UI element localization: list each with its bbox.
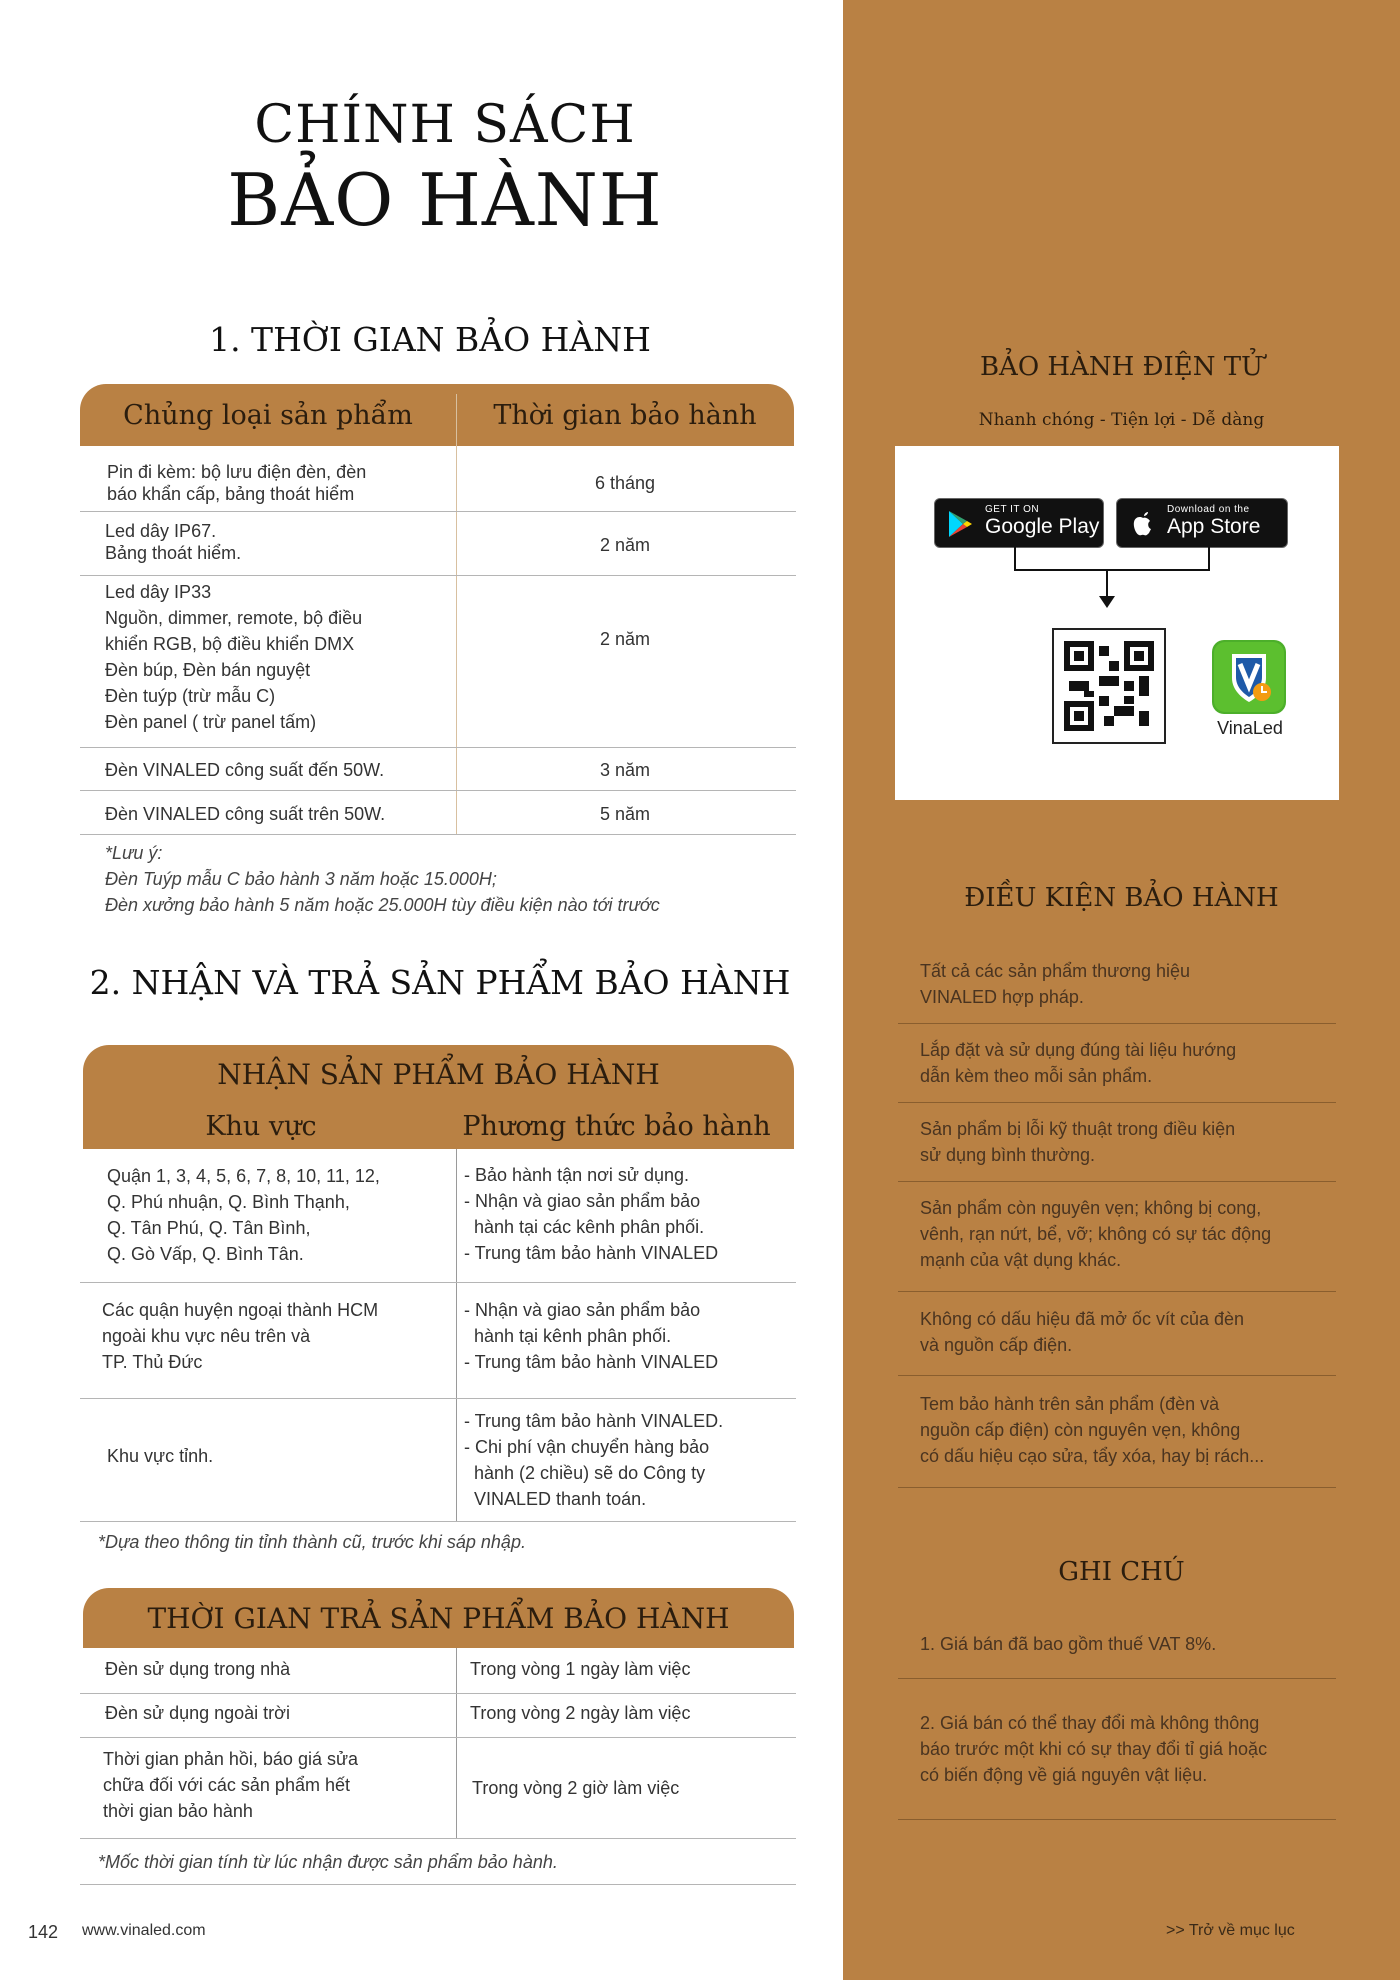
table1-row2-period: 2 năm bbox=[599, 535, 651, 555]
condition-divider bbox=[898, 1487, 1336, 1488]
table3-row-divider bbox=[80, 1838, 796, 1839]
table1-row5-period: 5 năm bbox=[599, 804, 651, 824]
condition-divider bbox=[898, 1181, 1336, 1182]
ewarranty-subtitle: Nhanh chóng - Tiện lợi - Dễ dàng bbox=[978, 410, 1265, 430]
table1-row5-product: Đèn VINALED công suất trên 50W. bbox=[105, 804, 386, 824]
return-table-header bbox=[83, 1588, 794, 1648]
back-to-toc-link[interactable]: >> Trở về mục lục bbox=[1166, 1922, 1295, 1939]
condition-item-6: Tem bảo hành trên sản phẩm (đèn và nguồn cấp điện) còn nguyên vẹn, không có dấu hiệu cạo sửa, tẩy xóa, hay bị rách... bbox=[920, 1394, 1265, 1466]
receive-table-title: NHẬN SẢN PHẨM BẢO HÀNH bbox=[217, 1057, 660, 1091]
table3-row1-time: Trong vòng 1 ngày làm việc bbox=[470, 1659, 691, 1679]
condition-divider bbox=[898, 1291, 1336, 1292]
page-number: 142 bbox=[28, 1922, 59, 1942]
google-play-label: Google Play bbox=[985, 515, 1100, 538]
app-store-label: App Store bbox=[1167, 515, 1261, 538]
header-method: Phương thức bảo hành bbox=[462, 1110, 771, 1142]
table1-row1-period: 6 tháng bbox=[594, 473, 656, 493]
table1-note: *Lưu ý: Đèn Tuýp mẫu C bảo hành 3 năm hoặc 15.000H; Đèn xưởng bảo hành 5 năm hoặc 25.000H tùy điều kiện nào tới trước bbox=[105, 843, 660, 915]
table1-row-divider bbox=[80, 511, 796, 512]
receive-table-header bbox=[83, 1045, 794, 1149]
warranty-period-table-header bbox=[80, 384, 794, 446]
note-divider bbox=[898, 1819, 1336, 1820]
google-play-small: GET IT ON bbox=[985, 504, 1040, 515]
notes-title: GHI CHÚ bbox=[1058, 1557, 1185, 1587]
table3-row3-item: Thời gian phản hồi, báo giá sửa chữa đối với các sản phẩm hết thời gian bảo hành bbox=[103, 1749, 359, 1821]
table1-row-divider bbox=[80, 575, 796, 576]
condition-item-3: Sản phẩm bị lỗi kỹ thuật trong điều kiện sử dụng bình thường. bbox=[920, 1119, 1236, 1165]
website-link[interactable]: www.vinaled.com bbox=[82, 1922, 206, 1939]
page-title-line2: BẢO HÀNH bbox=[227, 158, 663, 242]
qr-code[interactable] bbox=[1052, 628, 1166, 744]
note-item-2: 2. Giá bán có thể thay đổi mà không thông báo trước một khi có sự thay đổi tỉ giá hoặc có biến động về giá nguyên vật liệu. bbox=[920, 1713, 1268, 1785]
table3-note: *Mốc thời gian tính từ lúc nhận được sản phẩm bảo hành. bbox=[98, 1852, 558, 1872]
table3-row1-item: Đèn sử dụng trong nhà bbox=[105, 1659, 291, 1679]
table2-note: *Dựa theo thông tin tỉnh thành cũ, trước khi sáp nhập. bbox=[98, 1532, 526, 1552]
note-item-1: 1. Giá bán đã bao gồm thuế VAT 8%. bbox=[920, 1634, 1217, 1654]
table1-row-divider bbox=[80, 834, 796, 835]
apple-icon bbox=[1129, 507, 1157, 539]
header-product-type: Chủng loại sản phẩm bbox=[123, 399, 413, 431]
table2-row-divider bbox=[80, 1398, 796, 1399]
google-play-button[interactable] bbox=[934, 498, 1104, 548]
vinaled-shield-icon bbox=[1212, 640, 1286, 714]
header-area: Khu vực bbox=[205, 1110, 317, 1142]
app-store-small: Download on the bbox=[1167, 504, 1250, 515]
vinaled-app-icon[interactable] bbox=[1212, 640, 1286, 714]
table2-divider bbox=[456, 1149, 457, 1521]
ewarranty-title: BẢO HÀNH ĐIỆN TỬ bbox=[979, 352, 1264, 382]
table3-row-divider bbox=[80, 1884, 796, 1885]
conditions-title: ĐIỀU KIỆN BẢO HÀNH bbox=[964, 883, 1279, 913]
table2-row3-area: Khu vực tỉnh. bbox=[107, 1446, 214, 1466]
condition-divider bbox=[898, 1023, 1336, 1024]
table2-row2-area: Các quận huyện ngoại thành HCM ngoài khu vực nêu trên và TP. Thủ Đức bbox=[102, 1300, 379, 1372]
condition-divider bbox=[898, 1375, 1336, 1376]
page-title-line1: CHÍNH SÁCH bbox=[254, 95, 636, 155]
condition-item-4: Sản phẩm còn nguyên vẹn; không bị cong, vênh, rạn nứt, bể, vỡ; không có sự tác động mạnh của vật dụng khác. bbox=[920, 1198, 1272, 1270]
condition-item-1: Tất cả các sản phẩm thương hiệu VINALED hợp pháp. bbox=[920, 961, 1190, 1007]
condition-item-2: Lắp đặt và sử dụng đúng tài liệu hướng dẫn kèm theo mỗi sản phẩm. bbox=[920, 1040, 1237, 1086]
table1-row2-product: Led dây IP67. Bảng thoát hiểm. bbox=[105, 521, 242, 563]
table3-divider bbox=[456, 1648, 457, 1838]
header-warranty-period: Thời gian bảo hành bbox=[493, 399, 757, 431]
table2-row-divider bbox=[80, 1282, 796, 1283]
table3-row-divider bbox=[80, 1737, 796, 1738]
app-name: VinaLed bbox=[1217, 718, 1283, 738]
app-store-button[interactable] bbox=[1116, 498, 1288, 548]
table1-row3-product: Led dây IP33 Nguồn, dimmer, remote, bộ điều khiển RGB, bộ điều khiển DMX Đèn búp, Đèn bán nguyệt Đèn tuýp (trừ mẫu C) Đèn panel ( trừ panel tấm) bbox=[105, 582, 363, 732]
table1-row1-product: Pin đi kèm: bộ lưu điện đèn, đèn báo khẩn cấp, bảng thoát hiểm bbox=[107, 462, 367, 504]
table1-row4-period: 3 năm bbox=[599, 760, 651, 780]
table3-row2-time: Trong vòng 2 ngày làm việc bbox=[470, 1703, 691, 1723]
condition-item-5: Không có dấu hiệu đã mở ốc vít của đèn và nguồn cấp điện. bbox=[920, 1309, 1245, 1355]
table2-row1-method: - Bảo hành tận nơi sử dụng. - Nhận và giao sản phẩm bảo hành tại các kênh phân phối. - Trung tâm bảo hành VINALED bbox=[464, 1165, 719, 1263]
table2-row2-method: - Nhận và giao sản phẩm bảo hành tại kênh phân phối. - Trung tâm bảo hành VINALED bbox=[464, 1300, 719, 1372]
section1-title: 1. THỜI GIAN BẢO HÀNH bbox=[209, 320, 651, 359]
section2-title: 2. NHẬN VÀ TRẢ SẢN PHẨM BẢO HÀNH bbox=[89, 963, 791, 1002]
table2-row3-method: - Trung tâm bảo hành VINALED. - Chi phí vận chuyển hàng bảo hành (2 chiều) sẽ do Công ty VINALED thanh toán. bbox=[464, 1411, 724, 1509]
condition-divider bbox=[898, 1102, 1336, 1103]
table1-row-divider bbox=[80, 790, 796, 791]
table3-row-divider bbox=[80, 1693, 796, 1694]
table3-row3-time: Trong vòng 2 giờ làm việc bbox=[472, 1778, 680, 1798]
qr-code-icon bbox=[1064, 641, 1154, 731]
table2-row-divider bbox=[80, 1521, 796, 1522]
table2-row1-area: Quận 1, 3, 4, 5, 6, 7, 8, 10, 11, 12, Q. Phú nhuận, Q. Bình Thạnh, Q. Tân Phú, Q. Tân Bình, Q. Gò Vấp, Q. Bình Tân. bbox=[107, 1166, 380, 1264]
table3-row2-item: Đèn sử dụng ngoài trời bbox=[105, 1703, 290, 1723]
google-play-icon bbox=[945, 509, 975, 539]
table1-row4-product: Đèn VINALED công suất đến 50W. bbox=[105, 760, 385, 780]
return-table-title: THỜI GIAN TRẢ SẢN PHẨM BẢO HÀNH bbox=[147, 1601, 730, 1635]
note-divider bbox=[898, 1678, 1336, 1679]
table1-row3-period: 2 năm bbox=[599, 629, 651, 649]
table1-row-divider bbox=[80, 747, 796, 748]
download-arrow-diagram bbox=[1005, 546, 1225, 616]
